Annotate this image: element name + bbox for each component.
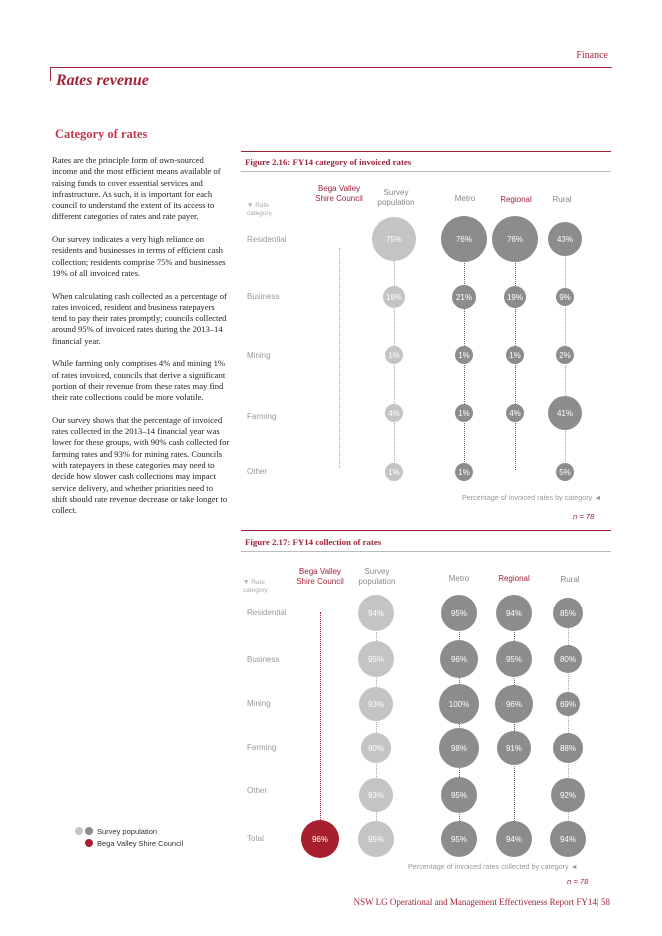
fig1-col-regional: Regional: [500, 195, 532, 204]
fig1-col-survey: Survey population: [377, 188, 415, 207]
fig1-col-rural: Rural: [552, 195, 572, 204]
fig2-bubble-rural: 69%: [556, 692, 580, 716]
fig1-bubble-survey: 1%: [385, 463, 403, 481]
fig2-bubble-rural: 94%: [550, 821, 586, 857]
fig1-bubble-survey: 1%: [385, 346, 403, 364]
fig1-bubble-regional: 76%: [492, 216, 538, 262]
fig2-top-rule: [241, 530, 611, 531]
fig2-bubble-regional: 94%: [496, 595, 532, 631]
fig2-bubble-metro: 95%: [441, 595, 477, 631]
paragraph: When calculating cash collected as a percentage of rates invoiced, resident and business ratepayers tend to pay their rates promptly; councils collected around 95% of invoiced rates during the 2013–14 financial year.: [52, 290, 227, 346]
fig1-col-metro: Metro: [454, 194, 476, 203]
fig2-row-label: Other: [247, 786, 268, 795]
fig2-col-rural: Rural: [560, 575, 580, 584]
fig1-bubble-metro: 1%: [455, 404, 473, 422]
fig1-bubble-regional: 1%: [506, 346, 524, 364]
fig1-row-label: Business: [247, 292, 280, 301]
fig1-bubble-rural: 5%: [556, 463, 574, 481]
fig1-bubble-rural: 41%: [548, 396, 582, 430]
fig2-guide-bega: [320, 612, 321, 832]
fig2-bubble-metro: 98%: [439, 728, 479, 768]
header-rule: [50, 67, 612, 68]
fig1-bubble-survey: 75%: [372, 217, 416, 261]
fig1-bubble-regional: 4%: [506, 404, 524, 422]
fig1-row-label: Other: [247, 467, 268, 476]
fig1-bubble-survey: 19%: [383, 286, 405, 308]
fig2-bubble-survey: 93%: [359, 687, 393, 721]
sub-heading: Category of rates: [55, 127, 148, 141]
fig1-bubble-rural: 2%: [556, 346, 574, 364]
section-label: Finance: [576, 50, 608, 61]
paragraph: While farming only comprises 4% and mining 1% of rates invoiced, councils that derive a significant portion of their revenue from these rates may find their rate collections could be more volatile.: [52, 358, 226, 403]
fig2-rate-category-header: ▼ Rate category: [243, 579, 268, 594]
fig1-row-label: Farming: [247, 412, 277, 421]
fig1-bubble-regional: 19%: [504, 286, 526, 308]
fig2-sample-size: n = 78: [567, 877, 589, 886]
fig1-row-label: Residential: [247, 235, 287, 244]
fig2-bubble-regional: 91%: [497, 731, 531, 765]
fig2-bubble-survey: 94%: [358, 595, 394, 631]
fig1-bubble-metro: 21%: [452, 285, 476, 309]
fig2-bubble-survey: 95%: [358, 641, 394, 677]
fig2-bubble-metro: 95%: [441, 821, 477, 857]
fig2-bubble-metro: 96%: [440, 640, 478, 678]
fig2-bubble-survey: 90%: [361, 733, 391, 763]
legend-survey-dark-icon: [85, 827, 93, 835]
fig2-row-label: Business: [247, 655, 280, 664]
legend-survey-light-icon: [75, 827, 83, 835]
legend-council-label: Bega Valley Shire Council: [97, 839, 184, 848]
fig1-title: Figure 2.16: FY14 category of invoiced rates: [245, 157, 412, 167]
fig2-bubble-rural: 80%: [554, 645, 582, 673]
fig2-bubble-rural: 92%: [551, 778, 585, 812]
legend-council-icon: [85, 839, 93, 847]
fig1-bubble-metro: 1%: [455, 346, 473, 364]
fig2-row-label: Mining: [247, 699, 271, 708]
fig1-row-label: Mining: [247, 351, 271, 360]
page-title: Rates revenue: [56, 72, 149, 89]
fig2-row-label: Farming: [247, 743, 277, 752]
fig2-col-survey: Survey population: [358, 567, 396, 586]
fig2-bubble-regional: 94%: [496, 821, 532, 857]
fig2-col-regional: Regional: [498, 574, 530, 583]
fig2-row-label: Total: [247, 834, 264, 843]
fig1-bubble-metro: 76%: [441, 216, 487, 262]
footer-text: NSW LG Operational and Management Effectiveness Report FY14| 58: [353, 897, 610, 907]
fig1-bubble-metro: 1%: [455, 463, 473, 481]
fig2-bubble-metro: 100%: [439, 684, 479, 724]
fig2-col-bega: Bega Valley Shire Council: [296, 567, 344, 586]
fig1-sample-size: n = 78: [573, 512, 595, 521]
fig1-title-rule: [241, 171, 611, 172]
fig2-col-metro: Metro: [448, 574, 470, 583]
fig2-title: Figure 2.17: FY14 collection of rates: [245, 537, 382, 547]
fig1-bubble-survey: 4%: [385, 404, 403, 422]
paragraph: Rates are the principle form of own-sourced income and the most efficient means available of raising funds to cover essential services and infrastructure. As such, it is important for each council to understand the extent of its access to different categories of rates and rate payer.: [52, 155, 221, 222]
fig2-bubble-bega: 96%: [301, 820, 339, 858]
fig2-bubble-metro: 95%: [441, 777, 477, 813]
fig1-top-rule: [241, 151, 611, 152]
fig2-row-label: Residential: [247, 608, 287, 617]
fig2-bubble-rural: 85%: [553, 598, 583, 628]
fig2-bubble-survey: 93%: [359, 778, 393, 812]
fig1-note: Percentage of invoiced rates by category ◄: [462, 493, 602, 502]
fig2-bubble-rural: 88%: [553, 733, 583, 763]
fig1-rate-category-header: ▼ Rate category: [247, 202, 272, 217]
fig1-guide-bega: [339, 248, 340, 468]
fig2-bubble-survey: 95%: [358, 821, 394, 857]
fig1-bubble-rural: 43%: [548, 222, 582, 256]
legend-survey-label: Survey population: [97, 827, 158, 836]
paragraph: Our survey shows that the percentage of invoiced rates collected in the 2013–14 financial year was lower for these groups, with 90% cash collected for farming rates and 93% for mining rates. Councils with ratepayers in these categories may need to decide how slower cash collections may impact service delivery, and whether priorities need to shift should rate revenue decrease or take longer to collect.: [52, 414, 230, 516]
fig2-title-rule: [241, 551, 611, 552]
fig1-bubble-rural: 9%: [556, 288, 574, 306]
fig2-bubble-regional: 96%: [495, 685, 533, 723]
fig1-col-bega: Bega Valley Shire Council: [315, 184, 363, 203]
fig2-note: Percentage of invoiced rates collected by category ◄: [408, 862, 578, 871]
header-tick: [50, 67, 51, 81]
paragraph: Our survey indicates a very high reliance on residents and businesses in terms of efficient cash collection; residents comprise 75% and businesses 19% of all invoiced rates.: [52, 234, 226, 278]
fig2-bubble-regional: 95%: [496, 641, 532, 677]
body-text: [52, 155, 230, 528]
